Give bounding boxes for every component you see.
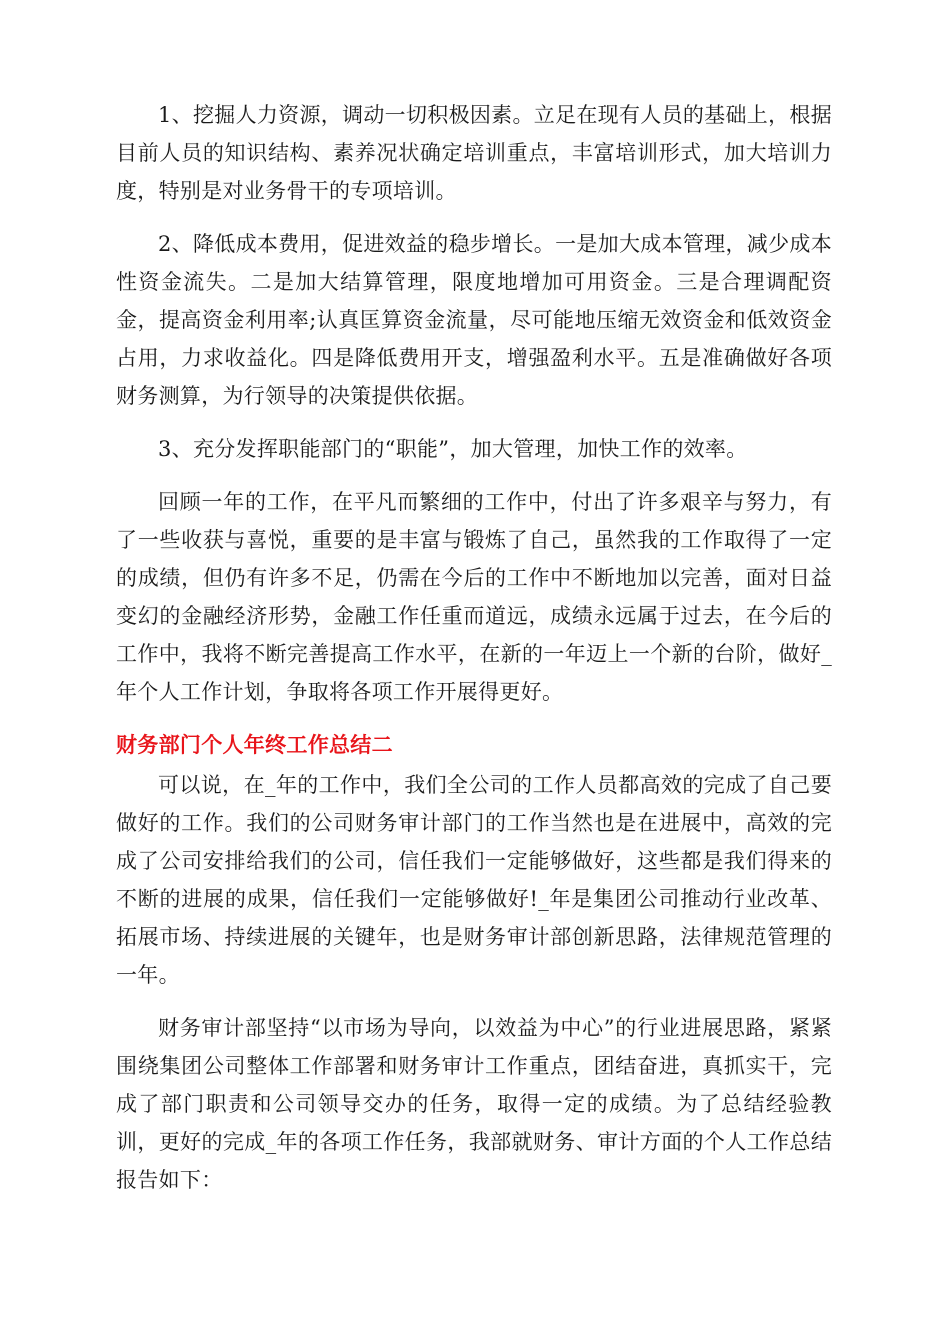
- paragraph-item-1: 1、挖掘人力资源，调动一切积极因素。立足在现有人员的基础上，根据目前人员的知识结构、素养况状确定培训重点，丰富培训形式，加大培训力度，特别是对业务骨干的专项培训。: [116, 103, 832, 203]
- document-body: [116, 96, 832, 1214]
- paragraph-department: 财务审计部坚持“以市场为导向，以效益为中心”的行业进展思路，紧紧围绕集团公司整体工作部署和财务审计工作重点，团结奋进，真抓实干，完成了部门职责和公司领导交办的任务，取得一定的成绩。为了总结经验教训，更好的完成_年的各项工作任务，我部就财务、审计方面的个人工作总结报告如下：: [116, 1016, 832, 1192]
- paragraph-item-2: 2、降低成本费用，促进效益的稳步增长。一是加大成本管理，减少成本性资金流失。二是加大结算管理，限度地增加可用资金。三是合理调配资金，提高资金利用率;认真匡算资金流量，尽可能地压缩无效资金和低效资金占用，力求收益化。四是降低费用开支，增强盈利水平。五是准确做好各项财务测算，为行领导的决策提供依据。: [116, 232, 832, 408]
- paragraph-item-3: 3、充分发挥职能部门的“职能”，加大管理，加快工作的效率。: [158, 437, 748, 461]
- paragraph-review: 回顾一年的工作，在平凡而繁细的工作中，付出了许多艰辛与努力，有了一些收获与喜悦，重要的是丰富与锻炼了自己，虽然我的工作取得了一定的成绩，但仍有许多不足，仍需在今后的工作中不断地加以完善，面对日益变幻的金融经济形势，金融工作任重而道远，成绩永远属于过去，在今后的工作中，我将不断完善提高工作水平，在新的一年迈上一个新的台阶，做好_年个人工作计划，争取将各项工作开展得更好。: [116, 490, 832, 704]
- section-heading: 财务部门个人年终工作总结二: [116, 733, 393, 757]
- paragraph-intro: 可以说，在_年的工作中，我们全公司的工作人员都高效的完成了自己要做好的工作。我们的公司财务审计部门的工作当然也是在进展中，高效的完成了公司安排给我们的公司，信任我们一定能够做好，这些都是我们得来的不断的进展的成果，信任我们一定能够做好!_年是集团公司推动行业改革、拓展市场、持续进展的关键年，也是财务审计部创新思路，法律规范管理的一年。: [116, 773, 832, 987]
